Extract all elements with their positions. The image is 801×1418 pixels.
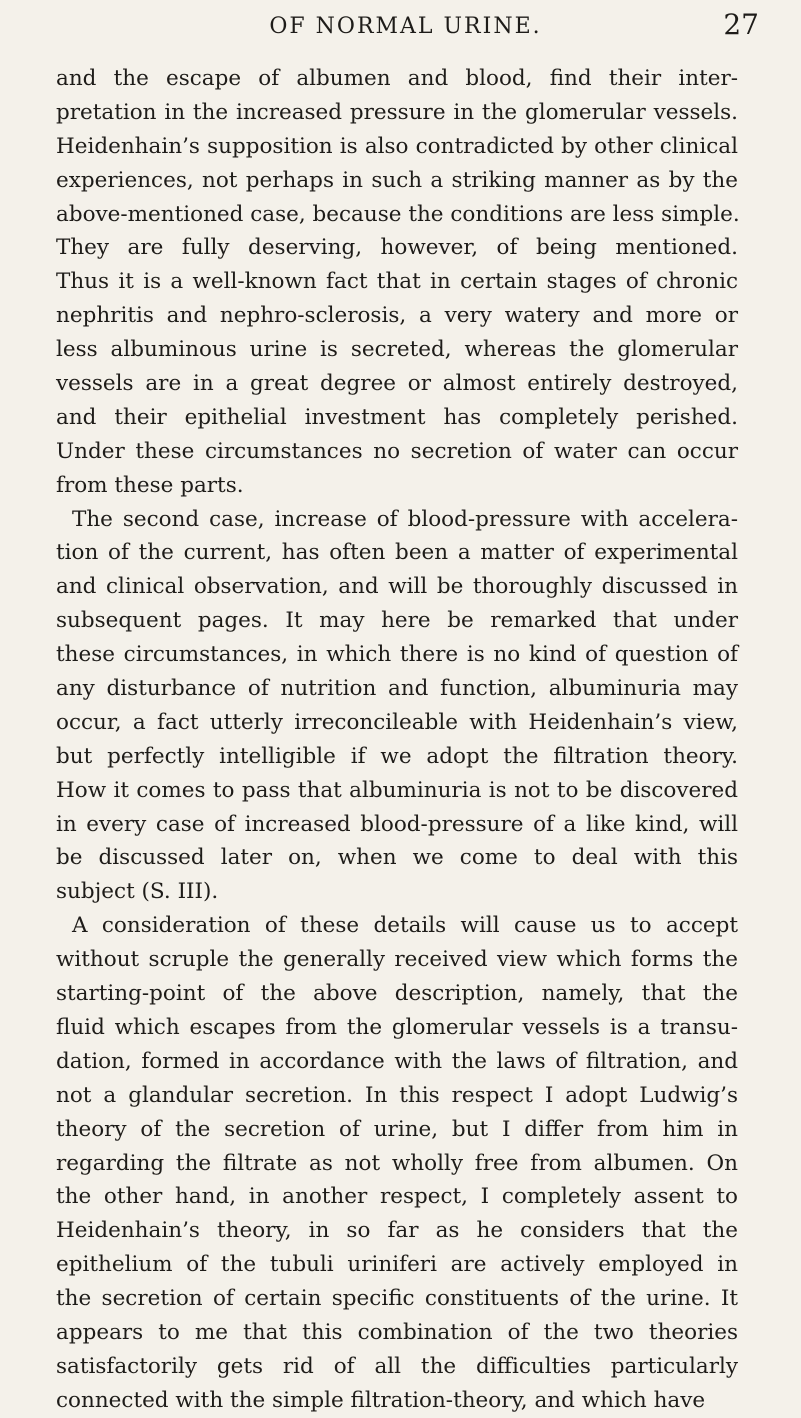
paragraph <box>56 503 738 910</box>
text-line: starting-point of the above description, namely, that the <box>56 981 738 1007</box>
text-line: subsequent pages. It may here be remarked that under <box>56 608 738 634</box>
text-line: pretation in the increased pressure in the glomerular vessels. <box>56 99 738 125</box>
text-line: A consideration of these details will cause us to accept <box>72 913 738 939</box>
text-line: vessels are in a great degree or almost entirely destroyed, <box>56 371 738 397</box>
text-line: not a glandular secretion. In this respect I adopt Ludwig’s <box>56 1082 738 1108</box>
text-line: epithelium of the tubuli uriniferi are actively employed in <box>56 1252 738 1278</box>
text-line: Heidenhain’s supposition is also contradicted by other clinical <box>56 133 738 159</box>
text-line: occur, a fact utterly irreconcileable with Heidenhain’s view, <box>56 709 738 735</box>
text-line: Thus it is a well-known fact that in certain stages of chronic <box>56 269 738 295</box>
paragraph <box>56 62 738 503</box>
text-line: They are fully deserving, however, of being mentioned. <box>56 235 738 261</box>
text-line: fluid which escapes from the glomerular vessels is a transu- <box>56 1014 738 1040</box>
text-line: nephritis and nephro-sclerosis, a very watery and more or <box>56 303 738 329</box>
text-line: tion of the current, has often been a matter of experimental <box>56 540 738 566</box>
text-line: subject (S. III). <box>56 879 219 905</box>
text-line: above-mentioned case, because the conditions are less simple. <box>56 201 740 227</box>
text-line: appears to me that this combination of the two theories <box>56 1319 738 1345</box>
text-line: without scruple the generally received view which forms the <box>56 947 738 973</box>
text-line: in every case of increased blood-pressure of a like kind, will <box>56 811 738 837</box>
text-line: theory of the secretion of urine, but I differ from him in <box>56 1116 738 1142</box>
text-line: and the escape of albumen and blood, find their inter- <box>56 66 738 91</box>
text-line: regarding the filtrate as not wholly free from albumen. On <box>56 1150 738 1176</box>
text-line: the secretion of certain specific constituents of the urine. It <box>56 1286 738 1312</box>
text-line: and clinical observation, and will be thoroughly discussed in <box>56 574 738 600</box>
text-line: experiences, not perhaps in such a striking manner as by the <box>56 167 738 193</box>
body-text <box>56 62 738 1418</box>
text-line: connected with the simple filtration-theory, and which have <box>56 1387 706 1413</box>
text-line: these circumstances, in which there is no kind of question of <box>56 642 738 668</box>
text-line: the other hand, in another respect, I completely assent to <box>56 1184 738 1210</box>
text-line: from these parts. <box>56 472 244 498</box>
text-line: How it comes to pass that albuminuria is not to be discovered <box>56 777 738 803</box>
text-line: The second case, increase of blood-pressure with accelera- <box>72 506 738 532</box>
text-line: less albuminous urine is secreted, whereas the glomerular <box>56 337 738 363</box>
text-line: and their epithelial investment has completely perished. <box>56 404 738 430</box>
running-head <box>0 8 801 48</box>
running-title: OF NORMAL URINE. <box>269 14 542 39</box>
text-line: Heidenhain’s theory, in so far as he considers that the <box>56 1218 738 1244</box>
page-number: 27 <box>723 8 759 41</box>
text-line: be discussed later on, when we come to deal with this <box>56 845 738 871</box>
paragraph <box>56 909 738 1417</box>
text-line: dation, formed in accordance with the laws of filtration, and <box>56 1048 738 1074</box>
text-line: but perfectly intelligible if we adopt the filtration theory. <box>56 743 738 769</box>
text-line: satisfactorily gets rid of all the difficulties particularly <box>56 1353 738 1379</box>
text-line: any disturbance of nutrition and function, albuminuria may <box>56 676 738 702</box>
text-line: Under these circumstances no secretion of water can occur <box>56 438 738 464</box>
